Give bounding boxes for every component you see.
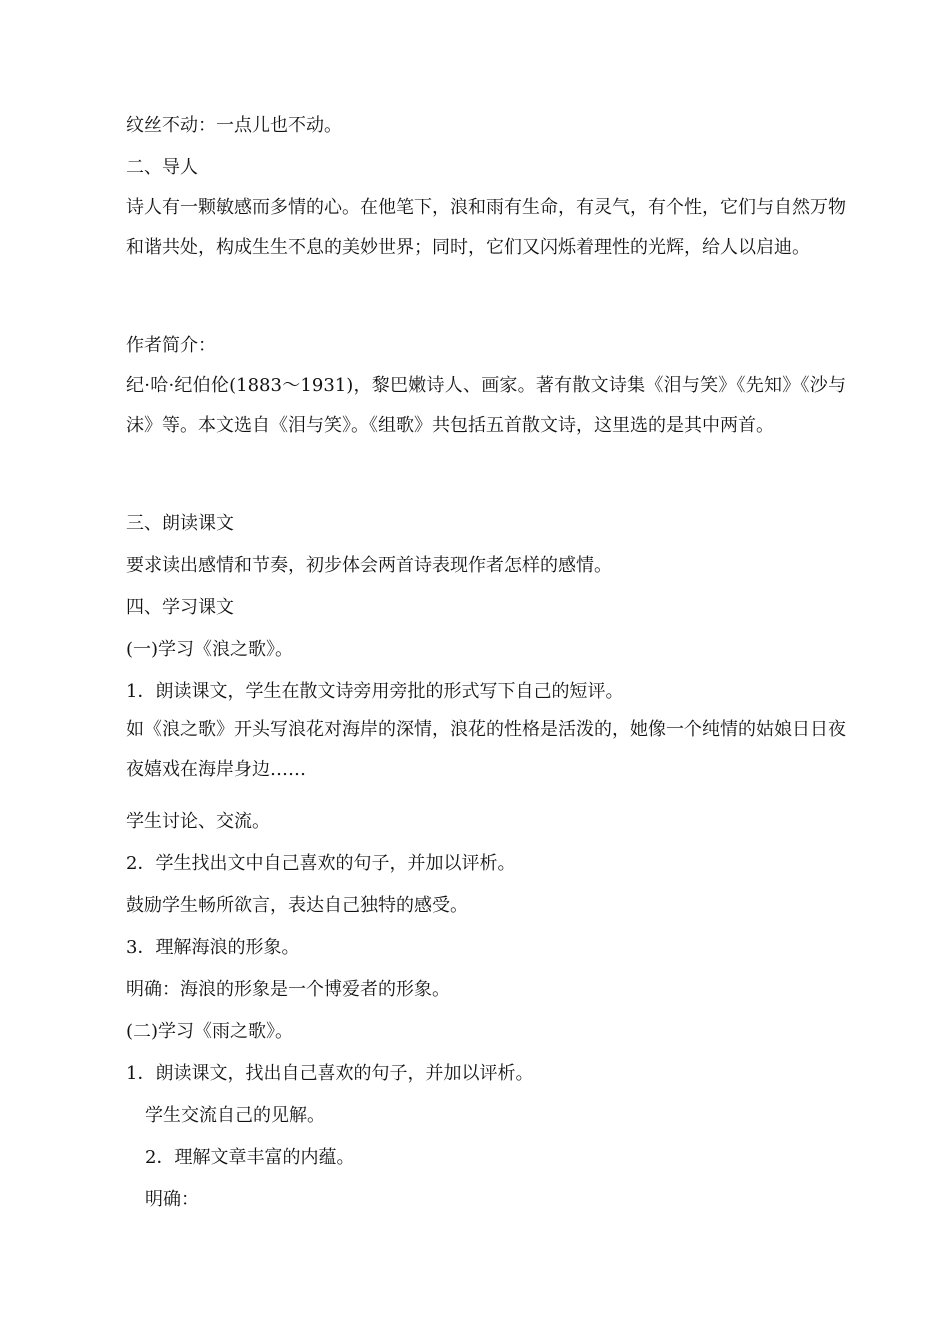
rain-step-1: 1．朗读课文，找出自己喜欢的句子，并加以评析。 [126,1063,534,1084]
vocab-definition: 纹丝不动：一点儿也不动。 [126,115,342,136]
section-heading-reading: 三、朗读课文 [126,513,234,534]
exchange-note: 学生交流自己的见解。 [145,1105,325,1126]
author-intro-paragraph: 纪·哈·纪伯伦(1883～1931)，黎巴嫩诗人、画家。著有散文诗集《泪与笑》《先知》《沙与沫》等。本文选自《泪与笑》。《组歌》共包括五首散文诗，这里选的是其中两首。 [126,375,846,436]
rain-step-2: 2．理解文章丰富的内蕴。 [145,1147,355,1168]
wave-step-1: 1．朗读课文，学生在散文诗旁用旁批的形式写下自己的短评。 [126,681,624,702]
wave-example-paragraph: 如《浪之歌》开头写浪花对海岸的深情，浪花的性格是活泼的，她像一个纯情的姑娘日日夜夜嬉戏在海岸身边…… [126,719,846,780]
author-intro-heading: 作者简介： [126,335,216,356]
wave-step-3: 3．理解海浪的形象。 [126,937,300,958]
wave-step-2: 2．学生找出文中自己喜欢的句子，并加以评析。 [126,853,516,874]
reading-requirement: 要求读出感情和节奏，初步体会两首诗表现作者怎样的感情。 [126,555,612,576]
introduction-paragraph: 诗人有一颗敏感而多情的心。在他笔下，浪和雨有生命，有灵气，有个性，它们与自然万物和谐共处，构成生生不息的美妙世界；同时，它们又闪烁着理性的光辉，给人以启迪。 [126,197,846,258]
section-heading-study: 四、学习课文 [126,597,234,618]
rain-clarification: 明确： [145,1189,199,1210]
encouragement-note: 鼓励学生畅所欲言，表达自己独特的感受。 [126,895,468,916]
subsection-heading-rain-song: (二)学习《雨之歌》。 [126,1021,294,1042]
discussion-note: 学生讨论、交流。 [126,811,270,832]
section-heading-introduction: 二、导人 [126,157,198,178]
subsection-heading-wave-song: (一)学习《浪之歌》。 [126,639,294,660]
wave-clarification: 明确：海浪的形象是一个博爱者的形象。 [126,979,450,1000]
